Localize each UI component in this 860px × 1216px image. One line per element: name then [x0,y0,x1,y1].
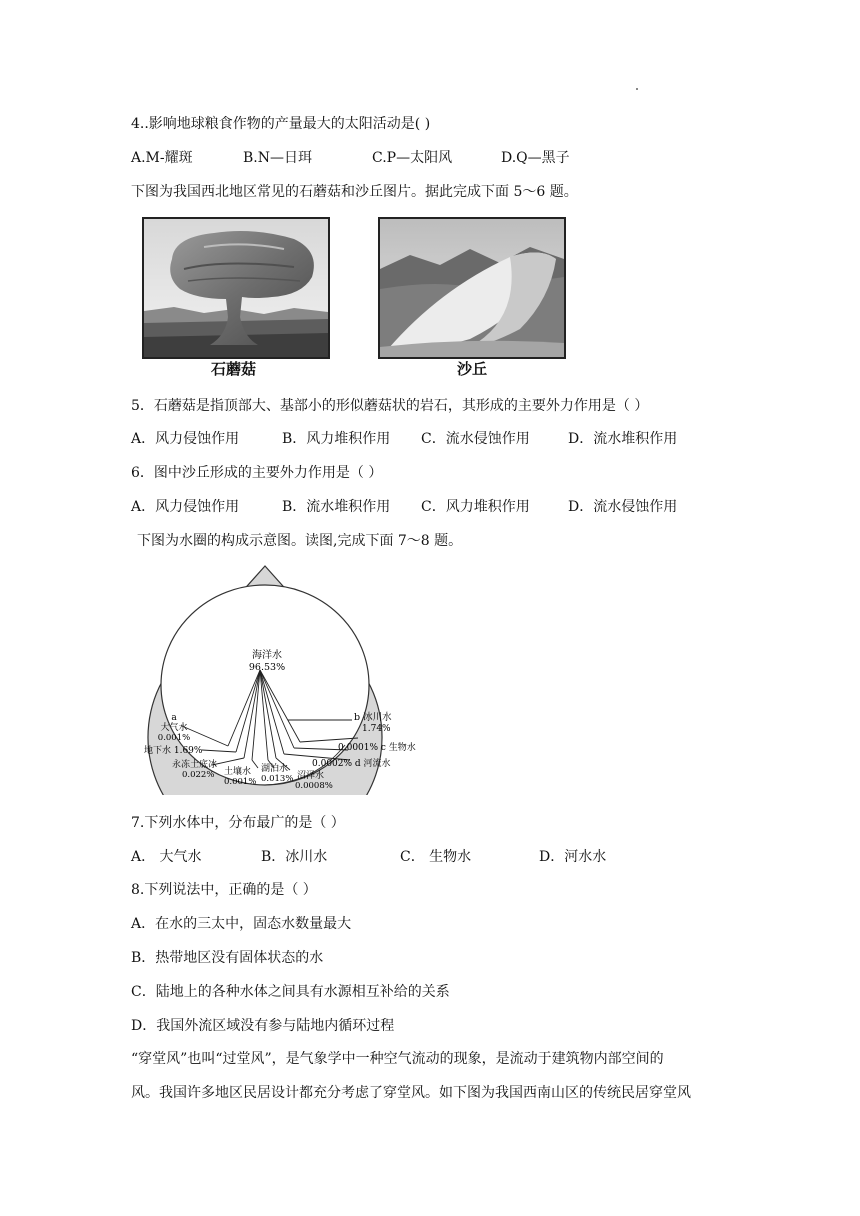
q7-option-b[interactable]: B．冰川水 [261,849,328,865]
passage-line-2: 风。我国许多地区民居设计都充分考虑了穿堂风。如下图为我国西南山区的传统民居穿堂风 [131,1085,691,1101]
q4-option-c[interactable]: C.P—太阳风 [372,150,453,166]
q5-option-c[interactable]: C．流水侵蚀作用 [421,431,530,447]
q5-option-b[interactable]: B．风力堆积作用 [282,431,391,447]
q6-option-a[interactable]: A．风力侵蚀作用 [131,499,240,515]
q4-stem: 4..影响地球粮食作物的产量最大的太阳活动是( ) [131,116,431,132]
q8-option-c[interactable]: C．陆地上的各种水体之间具有水源相互补给的关系 [131,984,450,1000]
permafrost-pct: 0.022% [182,770,215,780]
q8-stem: 8.下列说法中，正确的是（ ） [131,882,317,898]
swamp-label: 沼泽水 [297,771,325,781]
river-label: 0.0002% d 河流水 [312,759,391,769]
q6-stem: 6．图中沙丘形成的主要外力作用是（ ） [131,465,383,481]
q6-option-c[interactable]: C．风力堆积作用 [421,499,530,515]
q7-option-a[interactable]: A． 大气水 [131,849,202,865]
q6-option-d[interactable]: D．流水侵蚀作用 [568,499,678,515]
mushroom-rock-caption: 石蘑菇 [211,360,257,378]
q4-option-d[interactable]: D.Q—黑子 [501,150,570,166]
hydrosphere-diagram [140,560,440,795]
sand-dune-caption: 沙丘 [457,360,488,378]
ocean-label: 海洋水 [252,650,282,661]
swamp-pct: 0.0008% [295,781,333,791]
atmos-label: 大气水 [160,723,188,733]
ocean-pct: 96.53% [248,662,286,673]
q8-option-a[interactable]: A．在水的三太中，固态水数量最大 [131,916,352,932]
q7-option-d[interactable]: D．河水水 [539,849,607,865]
passage-line-1: “穿堂风”也叫“过堂风”，是气象学中一种空气流动的现象，是流动于建筑物内部空间的 [131,1051,664,1067]
sand-dune-photo [378,217,566,359]
atmos-pct: 0.001% [157,733,191,743]
q4-option-b[interactable]: B.N—日珥 [243,150,312,166]
speck [636,88,638,90]
soil-pct: 0.001% [224,777,257,787]
intro-7-8: 下图为水圈的构成示意图。读图,完成下面 7～8 题。 [137,533,463,549]
atmos-letter: a [171,713,177,723]
q8-option-b[interactable]: B．热带地区没有固体状态的水 [131,950,324,966]
q8-option-d[interactable]: D．我国外流区域没有参与陆地内循环过程 [131,1018,395,1034]
q6-option-b[interactable]: B．流水堆积作用 [282,499,391,515]
glacier-pct: 1.74% [362,724,391,734]
bio-label: 0.0001% c 生物水 [338,743,416,753]
q5-option-d[interactable]: D．流水堆积作用 [568,431,678,447]
mushroom-rock-photo [142,217,330,359]
q7-option-c[interactable]: C． 生物水 [400,849,472,865]
permafrost-label: 永冻土底冰 [172,760,218,770]
intro-5-6: 下图为我国西北地区常见的石蘑菇和沙丘图片。据此完成下面 5～6 题。 [131,184,578,200]
soil-label: 土壤水 [224,767,252,777]
q5-option-a[interactable]: A．风力侵蚀作用 [131,431,240,447]
lake-pct: 0.013% [261,774,294,784]
groundwater-label: 地下水 1.69% [144,746,203,756]
q5-stem: 5．石蘑菇是指顶部大、基部小的形似蘑菇状的岩石，其形成的主要外力作用是（ ） [131,398,649,414]
lake-label: 湖泊水 [261,764,289,774]
glacier-label: b 冰川水 [354,712,392,723]
q4-option-a[interactable]: A.M-耀斑 [131,150,193,166]
q7-stem: 7.下列水体中，分布最广的是（ ） [131,815,345,831]
